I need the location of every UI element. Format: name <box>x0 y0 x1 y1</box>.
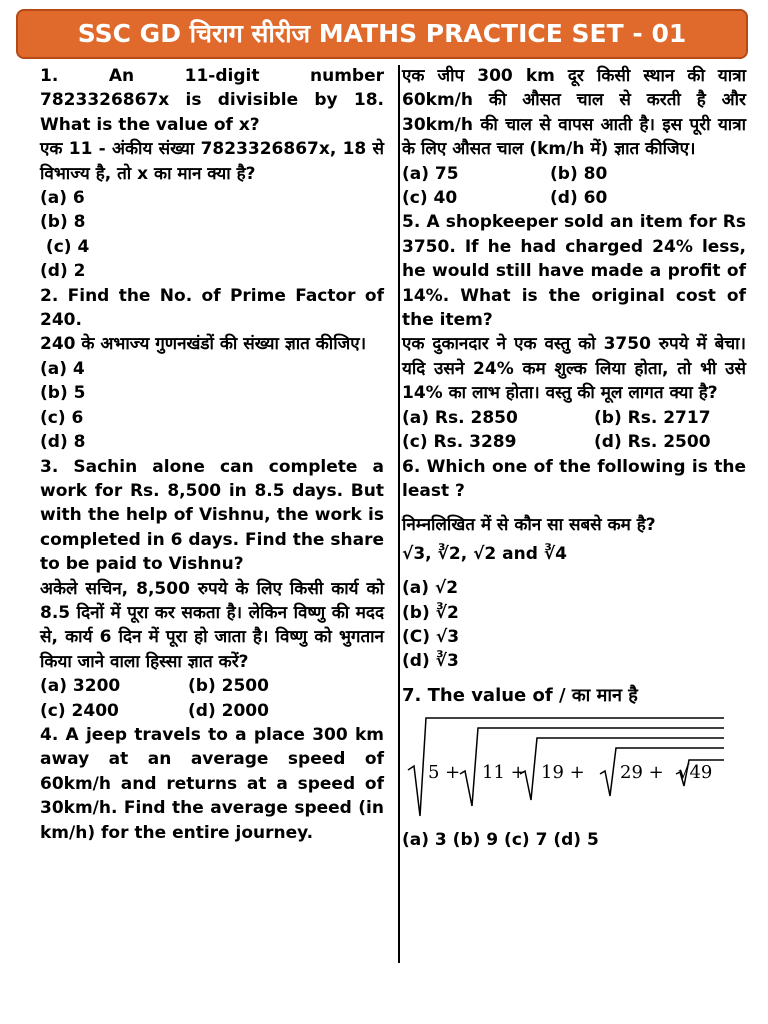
column-divider <box>398 65 400 963</box>
question-1-hindi: एक 11 - अंकीय संख्या 7823326867x, 18 से विभाज्य है, तो x का मान क्या है? <box>40 139 384 184</box>
question-6-english: 6. Which one of the following is the least ? <box>402 456 746 501</box>
question-6-expression: √3, ∛2, √2 and ∛4 <box>402 543 568 564</box>
question-6-option-d: (d) ∛3 <box>402 651 459 672</box>
question-1-option-d: (d) 2 <box>40 261 86 282</box>
question-5-option-d: (d) Rs. 2500 <box>594 432 711 453</box>
question-2-option-a: (a) 4 <box>40 358 85 379</box>
radical-term-2: 11 + <box>482 762 526 784</box>
nested-radical-expression <box>406 712 746 824</box>
page-title: SSC GD चिराग सीरीज MATHS PRACTICE SET - 01 <box>16 9 748 59</box>
question-1-option-c: (c) 4 <box>40 236 90 257</box>
right-column <box>402 64 746 853</box>
radical-term-3: 19 + <box>541 762 585 784</box>
question-3-english: 3. Sachin alone can complete a work for Rs. 8,500 in 8.5 days. But with the help of Vishnu, the work is completed in 6 days. Find the share to be paid to Vishnu? <box>40 456 384 575</box>
question-1-option-b: (b) 8 <box>40 212 86 233</box>
radical-sign-icon <box>406 712 726 824</box>
question-4-hindi: एक जीप 300 km दूर किसी स्थान की यात्रा 60km/h की औसत चाल से करती है और 30km/h की चाल से वापस आती है। इस पूरी यात्रा के लिए औसत चाल (km/h में) ज्ञात कीजिए। <box>402 66 746 160</box>
question-7-options: (a) 3 (b) 9 (c) 7 (d) 5 <box>402 830 599 851</box>
question-3 <box>40 455 384 723</box>
question-5-english: 5. A shopkeeper sold an item for Rs 3750. If he had charged 24% less, he would still have made a profit of 14%. What is the original cost of the item? <box>402 212 746 331</box>
question-3-options-row-2 <box>40 699 384 723</box>
question-1-english: 1. An 11-digit number 7823326867x is divisible by 18. What is the value of x? <box>40 66 384 135</box>
question-2-option-b: (b) 5 <box>40 383 86 404</box>
question-3-hindi: अकेले सचिन, 8,500 रुपये के लिए किसी कार्य को 8.5 दिनों में पूरा कर सकता है। लेकिन विष्णु की मदद से, कार्य 6 दिन में पूरा हो जाता है। विष्णु को भुगतान किया जाने वाला हिस्सा ज्ञात करें? <box>40 578 384 672</box>
question-1 <box>40 64 384 284</box>
question-7-label: 7. The value of / का मान है <box>402 684 638 706</box>
radical-term-4: 29 + <box>620 762 664 784</box>
question-3-option-a: (a) 3200 <box>40 676 121 697</box>
question-1-option-a: (a) 6 <box>40 188 85 209</box>
question-2 <box>40 284 384 455</box>
question-6-hindi: निम्नलिखित में से कौन सा सबसे कम है? <box>402 515 656 536</box>
question-5-hindi: एक दुकानदार ने एक वस्तु को 3750 रुपये में बेचा। यदि उसने 24% कम शुल्क लिया होता, तो भी उसे 14% का लाभ होता। वस्तु की मूल लागत क्या है? <box>402 334 746 404</box>
question-4-option-c: (c) 40 <box>402 188 458 209</box>
question-4-option-d: (d) 60 <box>550 188 608 209</box>
question-2-english: 2. Find the No. of Prime Factor of 240. <box>40 285 384 331</box>
question-5-options-row-2 <box>402 430 746 454</box>
question-3-option-b: (b) 2500 <box>188 676 269 697</box>
question-6 <box>402 455 746 674</box>
question-5-option-a: (a) Rs. 2850 <box>402 407 518 428</box>
question-2-option-c: (c) 6 <box>40 407 84 428</box>
question-4-options-row-2 <box>402 186 746 210</box>
question-5-option-c: (c) Rs. 3289 <box>402 432 517 453</box>
question-6-option-b: (b) ∛2 <box>402 602 459 623</box>
question-4-option-a: (a) 75 <box>402 163 459 184</box>
left-column <box>40 64 384 845</box>
question-5-option-b: (b) Rs. 2717 <box>594 407 711 428</box>
radical-term-1: 5 + <box>428 762 461 784</box>
question-3-option-d: (d) 2000 <box>188 700 269 721</box>
question-4-options-row-1 <box>402 162 746 186</box>
question-7 <box>402 674 746 853</box>
radical-term-5: √49 <box>678 762 713 784</box>
question-5-options-row-1 <box>402 406 746 430</box>
question-5 <box>402 210 746 454</box>
question-3-options-row-1 <box>40 674 384 698</box>
question-4-continued <box>402 64 746 210</box>
question-4 <box>40 723 384 845</box>
question-4-english: 4. A jeep travels to a place 300 km away at an average speed of 60km/h and returns at a speed of 30km/h. Find the average speed (in km/h) for the entire journey. <box>40 724 384 843</box>
question-4-option-b: (b) 80 <box>550 163 608 184</box>
question-2-option-d: (d) 8 <box>40 432 86 453</box>
question-3-option-c: (c) 2400 <box>40 700 119 721</box>
question-6-option-a: (a) √2 <box>402 578 459 599</box>
question-2-hindi: 240 के अभाज्य गुणनखंडों की संख्या ज्ञात कीजिए। <box>40 334 367 355</box>
question-6-option-c: (C) √3 <box>402 626 460 647</box>
